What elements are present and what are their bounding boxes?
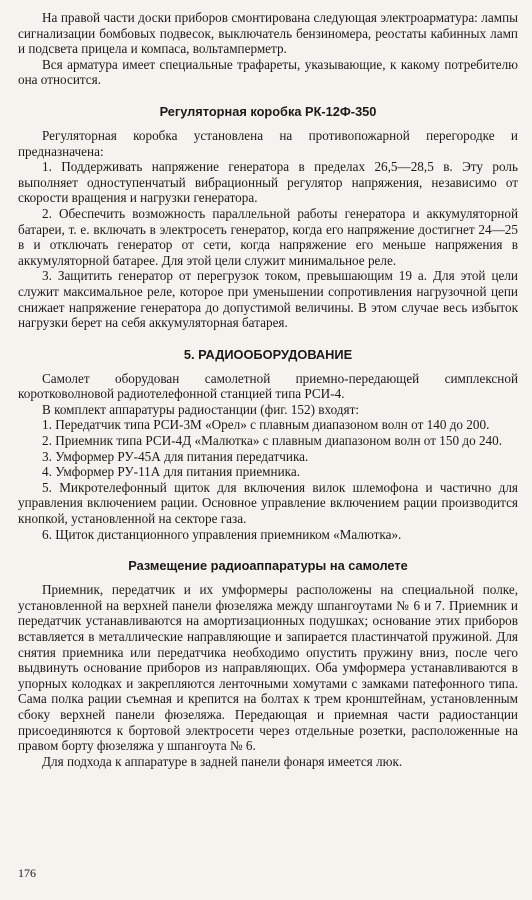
radio-list-item: 2. Приемник типа РСИ-4Д «Малютка» с плавным диапазоном волн от 150 до 240. [42,433,503,449]
page-number: 176 [18,866,36,880]
radio-list-item: 5. Микротелефонный щиток для включения вилок шлемофона и частично для управления включением рации. Основное управление включением рации производится кнопкой, установленной на секторе газа. [18,479,518,527]
placement-paragraph-2: Для подхода к аппаратуре в задней панели фонаря имеется люк. [42,753,403,769]
regulator-paragraph-4: 3. Защитить генератор от перегрузок током, превышающим 19 а. Для этой цели служит максимальное реле, которое при уменьшении сопротивления нагрузочной цепи снижает напряжение генератора до допустимой величины. В этом случае весь избыток нагрузки берет на себя аккумуляторная батарея. [18,268,518,331]
placement-paragraph-1: Приемник, передатчик и их умформеры расположены на специальной полке, установленной на верхней панели фюзеляжа между шпангоутами № 6 и 7. Приемник и передатчик устанавливаются на амортизационных подушках; основание этих приборов вставляется в металлические направляющие и запирается пластинчатой пружиной. Для снятия приемника или передатчика необходимо опустить пружину вниз, после чего выдвинуть основание приборов из направляющих. Оба умформера устанавливаются в упорных колодках и закрепляются ленточными хомутами с замками патефонного типа. Сама полка рации съемная и крепится на болтах к трем кронштейнам, установленным сбоку верхней панели фюзеляжа. Передающая и приемная части радиостанции присоединяются к бортовой электросети через отдельные розетки, расположенные на правом борту фюзеляжа у шпангоута № 6. [18,582,518,754]
regulator-heading: Регуляторная коробка РК-12Ф-350 [159,103,377,119]
regulator-paragraph-3: 2. Обеспечить возможность параллельной работы генератора и аккумуляторной батареи, т. е. включать в электросеть генератор, когда его напряжение достигнет 24—25 в и отключать генератор от сети, когда напряжение его меньше напряжения в аккумуляторной батарее. Для этой цели служит минимальное реле. [18,205,518,268]
page-text-block [18,10,518,769]
placement-heading: Размещение радиоаппаратуры на самолете [128,558,408,574]
radio-list-item: 3. Умформер РУ-45А для питания передатчика. [42,448,309,464]
radio-list-item: 1. Передатчик типа РСИ-3М «Орел» с плавным диапазоном волн от 140 до 200. [42,417,490,433]
radio-list-item: 4. Умформер РУ-11А для питания приемника. [42,464,300,480]
regulator-paragraph-1: Регуляторная коробка установлена на противопожарной перегородке и предназначена: [18,127,518,159]
radio-section-heading: 5. РАДИООБОРУДОВАНИЕ [183,346,353,362]
radio-paragraph-1: Самолет оборудован самолетной приемно-передающей симплексной коротковолновой радиотелефонной станцией типа РСИ-4. [18,370,518,402]
intro-paragraph-1: На правой части доски приборов смонтирована следующая электроарматура: лампы сигнализации бомбовых подвесок, выключатель бензиномера, реостаты кабинных ламп и подсвета прицела и компаса, вольтамперметр. [18,10,518,57]
radio-paragraph-2: В комплект аппаратуры радиостанции (фиг. 152) входят: [42,401,359,417]
intro-paragraph-2: Вся арматура имеет специальные трафареты, указывающие, к какому потребителю она относится. [18,56,518,88]
regulator-paragraph-2: 1. Поддерживать напряжение генератора в пределах 26,5—28,5 в. Эту роль выполняет одноступенчатый вибрационный регулятор напряжения, независимо от скорости вращения и нагрузки генератора. [18,159,518,206]
radio-list-item: 6. Щиток дистанционного управления приемником «Малютка». [42,526,402,542]
